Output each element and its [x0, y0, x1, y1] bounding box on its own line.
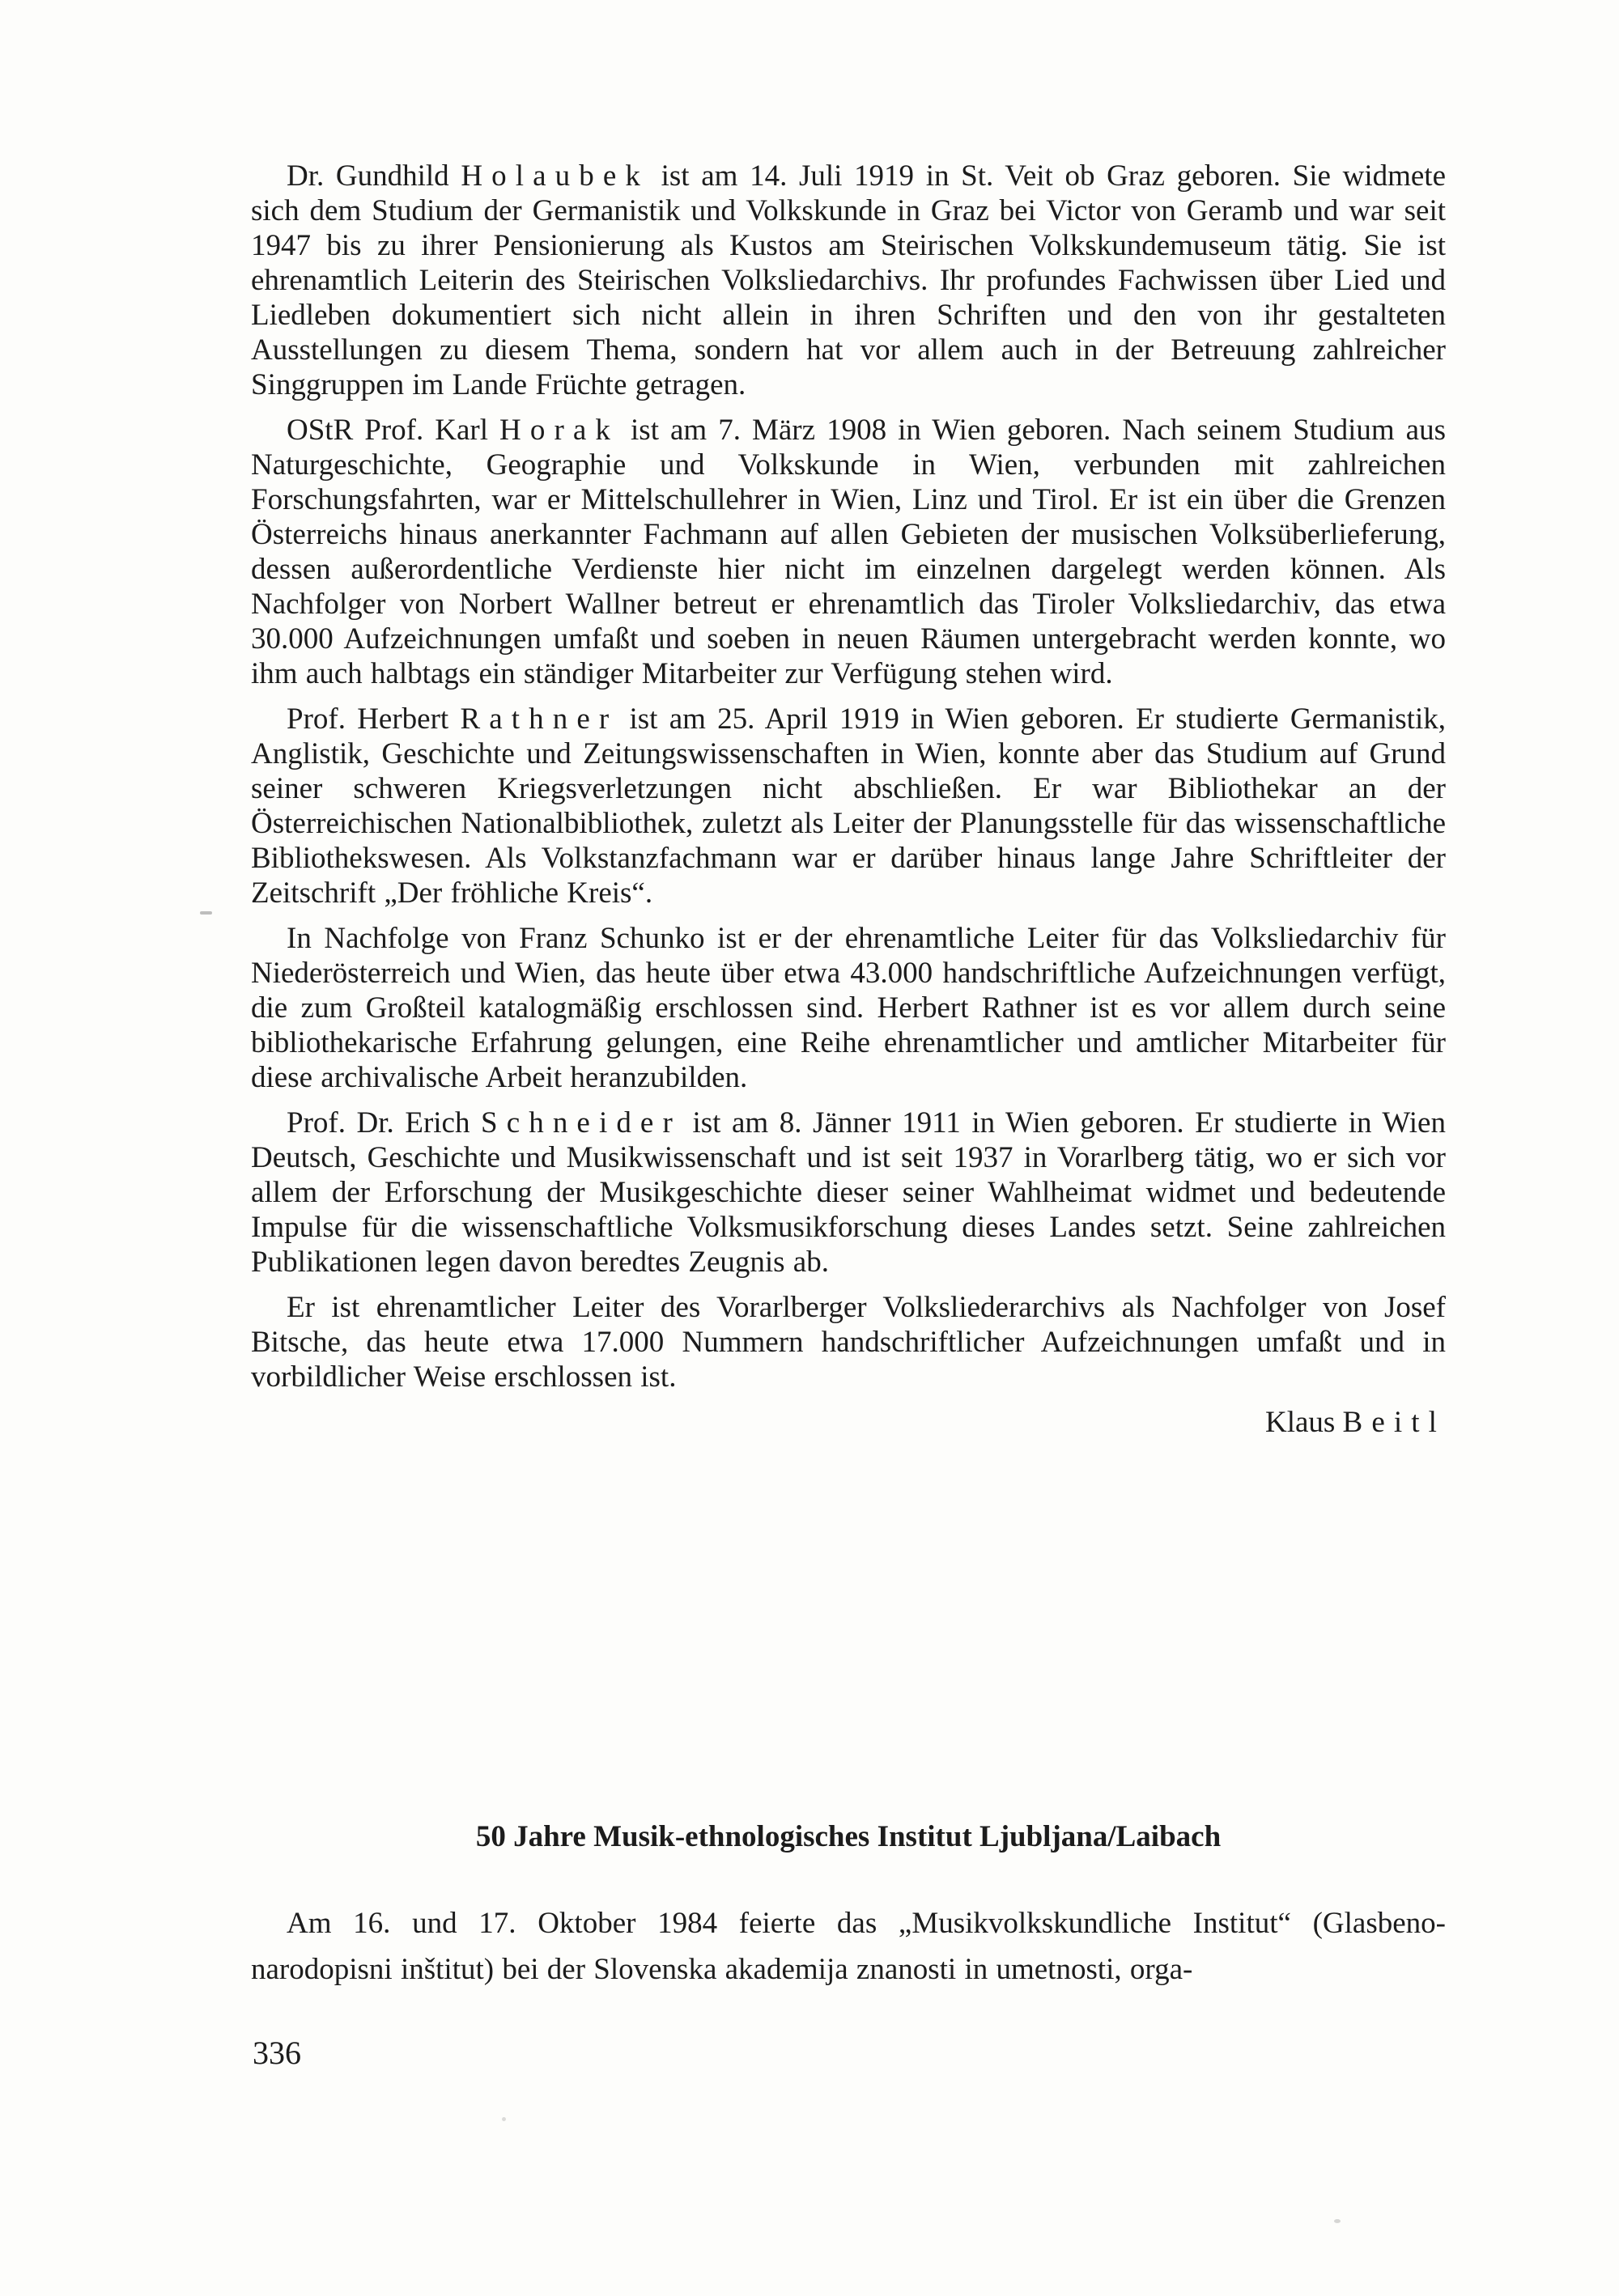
paragraph-rathner-2: In Nachfolge von Franz Schunko ist er der ehrenamtliche Leiter für das Volksliedarchiv für Niederösterreich und Wien, das heute über etwa 43.000 handschriftliche Aufzeichnungen verfügt, die zum Großteil katalogmäßig erschlossen sind. Herbert Rathner ist es vor allem durch seine bibliothekarische Erfahrung gelungen, eine Reihe ehrenamtlicher und amtlicher Mitarbeiter für diese archivalische Arbeit heranzubilden. — [251, 922, 1446, 1094]
scan-artifact — [200, 911, 212, 915]
paragraph-horak: OStR Prof. Karl Horak ist am 7. März 1908 in Wien geboren. Nach seinem Studium aus Naturgeschichte, Geographie und Volkskunde in Wien, verbunden mit zahlreichen Forschungsfahrten, war er Mittelschullehrer in Wien, Linz und Tirol. Er ist ein über die Grenzen Österreichs hinaus anerkannter Fachmann auf allen Gebieten der musischen Volksüberlieferung, dessen außerordentliche Verdienste hier nicht im einzelnen dargelegt werden können. Als Nachfolger von Norbert Wallner betreut er ehrenamtlich das Tiroler Volksliedarchiv, das etwa 30.000 Aufzeichnungen umfaßt und soeben in neuen Räumen untergebracht werden konnte, wo ihm auch halbtags ein ständiger Mitarbeiter zur Verfügung stehen wird. — [251, 414, 1446, 690]
paragraph-schneider-2: Er ist ehrenamtlicher Leiter des Vorarlberger Volksliederarchivs als Nachfolger von Josef Bitsche, das heute etwa 17.000 Nummern handschriftlicher Aufzeichnungen umfaßt und in vorbildlicher Weise erschlossen ist. — [251, 1291, 1446, 1394]
scan-artifact — [502, 2117, 506, 2121]
section-heading: 50 Jahre Musik-ethnologisches Institut Ljubljana/Laibach — [475, 1820, 1222, 1853]
article-obituaries-section — [251, 159, 1446, 1440]
paragraph-institute: Am 16. und 17. Oktober 1984 feierte das „Musikvolkskundliche Institut“ (Glasbeno-narodopisni inštitut) bei der Slovenska akademija znanosti in umetnosti, orga- — [251, 1907, 1446, 1986]
paragraph-rathner: Prof. Herbert Rathner ist am 25. April 1919 in Wien geboren. Er studierte Germanistik, Anglistik, Geschichte und Zeitungswissenschaften in Wien, konnte aber das Studium auf Grund seiner schweren Kriegsverletzungen nicht abschließen. Er war Bibliothekar an der Österreichischen Nationalbibliothek, zuletzt als Leiter der Planungsstelle für das wissenschaftliche Bibliothekswesen. Als Volkstanzfachmann war er darüber hinaus lange Jahre Schriftleiter der Zeitschrift „Der fröhliche Kreis“. — [251, 702, 1446, 910]
scan-artifact — [1334, 2219, 1341, 2223]
author-signature: Klaus Beitl — [1264, 1406, 1446, 1439]
page-number: 336 — [253, 2035, 301, 2071]
paragraph-schneider: Prof. Dr. Erich Schneider ist am 8. Jänner 1911 in Wien geboren. Er studierte in Wien Deutsch, Geschichte und Musikwissenschaft und ist seit 1937 in Vorarlberg tätig, wo er sich vor allem der Erforschung der Musikgeschichte dieser seiner Wahlheimat widmet und bedeutende Impulse für die wissenschaftliche Volksmusikforschung dieses Landes setzt. Seine zahlreichen Publikationen legen davon beredtes Zeugnis ab. — [251, 1106, 1446, 1279]
article-institute-section — [251, 1819, 1446, 1993]
paragraph-holaubek: Dr. Gundhild Holaubek ist am 14. Juli 1919 in St. Veit ob Graz geboren. Sie widmete sich dem Studium der Germanistik und Volkskunde in Graz bei Victor von Geramb und war seit 1947 bis zu ihrer Pensionierung als Kustos am Steirischen Volkskundemuseum tätig. Sie ist ehrenamtlich Leiterin des Steirischen Volksliedarchivs. Ihr profundes Fachwissen über Lied und Liedleben dokumentiert sich nicht allein in ihren Schriften und den von ihr gestalteten Ausstellungen zu diesem Thema, sondern hat vor allem auch in der Betreuung zahlreicher Singgruppen im Lande Früchte getragen. — [251, 159, 1447, 401]
